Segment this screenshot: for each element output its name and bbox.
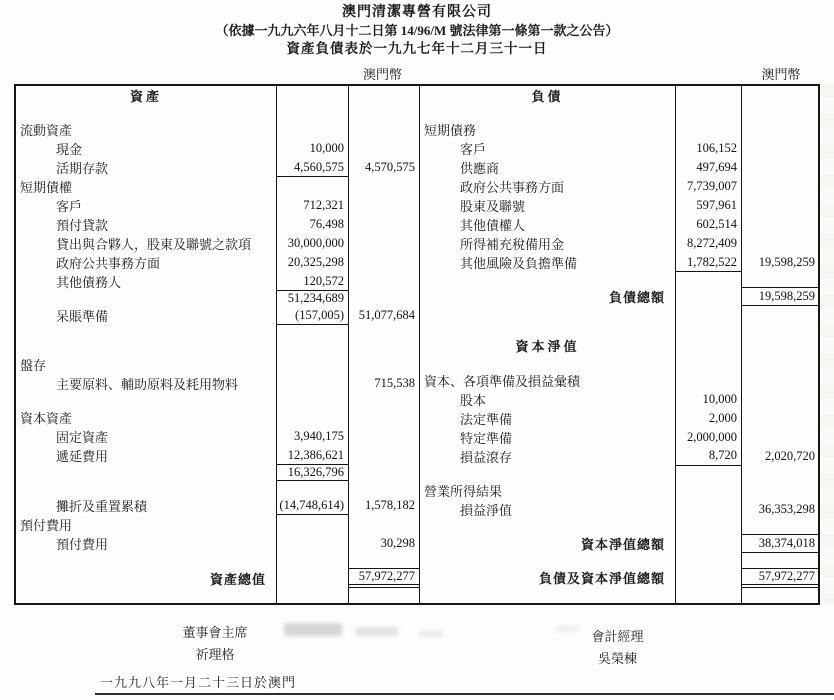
row-label	[420, 355, 676, 370]
currency-label-liabilities: 澳門幣	[761, 67, 801, 82]
row-label: 所得補充稅備用金	[420, 234, 676, 253]
amount-col2	[349, 465, 420, 481]
amount-col1	[676, 568, 742, 588]
liabilities-half	[420, 86, 820, 603]
row-label	[420, 105, 676, 120]
amount-col1: 2,000,000	[676, 428, 742, 447]
row-label: 供應商	[420, 158, 676, 177]
total-label: 負債及資本淨值總額	[420, 568, 676, 588]
amount-col1	[676, 553, 742, 568]
amount-col2	[349, 272, 420, 291]
amount-col2	[349, 393, 420, 408]
amount-col1: 3,940,175	[277, 427, 349, 446]
row-label	[16, 465, 277, 481]
amount-col1: 597,961	[676, 196, 742, 215]
section-header: 負債	[420, 86, 676, 105]
amount-col1	[676, 306, 742, 321]
amount-col2	[349, 588, 420, 603]
amount-col2	[349, 427, 420, 446]
amount-col2	[349, 481, 420, 496]
law-reference-line: （依據一九九六年八月十二日第 14/96/M 號法律第一條第一款之公告）	[215, 23, 619, 38]
amount-col1	[277, 325, 349, 340]
chairman-signature-block	[130, 622, 300, 666]
row-label: 固定資產	[16, 427, 277, 446]
group-label: 流動資產	[16, 120, 277, 139]
amount-col1: 106,152	[676, 139, 742, 158]
amount-col1: 30,000,000	[277, 234, 349, 253]
total-label: 資產總值	[16, 568, 277, 588]
amount-col2	[742, 306, 820, 321]
amount-col2	[349, 215, 420, 234]
amount-col2	[742, 355, 820, 370]
group-label: 資本、各項準備及損益彙積	[420, 371, 676, 390]
row-label	[420, 466, 676, 481]
row-label	[16, 325, 277, 340]
company-title: 澳門清潔專營有限公司	[342, 5, 492, 20]
amount-col2	[742, 272, 820, 287]
row-label	[16, 291, 277, 306]
amount-col2	[742, 215, 820, 234]
amount-col1	[676, 287, 742, 306]
amount-col1	[277, 553, 349, 568]
amount-col1: 20,325,298	[277, 253, 349, 272]
row-label: 預付貸款	[16, 215, 277, 234]
scan-smudge	[418, 631, 444, 637]
amount-col1	[676, 86, 742, 105]
amount-col1	[676, 321, 742, 336]
row-label: 主要原料、輔助原料及耗用物料	[16, 374, 277, 393]
amount-col1	[277, 355, 349, 374]
group-label: 資本資產	[16, 408, 277, 427]
amount-col1	[676, 105, 742, 120]
assets-half	[16, 86, 420, 603]
amount-col2	[742, 409, 820, 428]
row-label: 預付費用	[16, 534, 277, 553]
amount-col2: 36,353,298	[758, 501, 815, 516]
amount-col2	[349, 139, 420, 158]
amount-col2	[742, 371, 820, 390]
row-label: 貸出與合夥人，股東及聯號之款項	[16, 234, 277, 253]
amount-col2: 4,570,575	[365, 160, 415, 174]
amount-col2: 1,578,182	[365, 498, 415, 512]
row-label: 活期存款	[16, 158, 277, 177]
amount-col2	[349, 105, 420, 120]
row-label: 股本	[420, 390, 676, 409]
amount-col2	[742, 428, 820, 447]
amount-col1: 602,514	[676, 215, 742, 234]
amount-col1: (14,748,614)	[277, 496, 349, 515]
scan-smudge	[555, 626, 579, 632]
amount-col2: 57,972,277	[742, 568, 820, 588]
page-bottom-scan-line	[95, 693, 834, 695]
amount-col2	[349, 86, 420, 105]
amount-col1	[676, 466, 742, 481]
row-label	[16, 393, 277, 408]
row-label: 客戶	[420, 139, 676, 158]
amount-col2	[349, 177, 420, 196]
amount-col2: 30,298	[380, 536, 415, 550]
group-label: 盤存	[16, 355, 277, 374]
amount-col1	[676, 272, 742, 287]
amount-col1	[277, 515, 349, 534]
amount-col1	[277, 340, 349, 355]
accountant-title: 會計經理	[591, 629, 644, 644]
group-label: 預付費用	[16, 515, 277, 534]
accountant-signature-block	[530, 626, 705, 670]
amount-col1	[277, 534, 349, 553]
amount-col2	[349, 196, 420, 215]
row-label: 損益滾存	[420, 447, 676, 466]
amount-col2	[742, 120, 820, 139]
amount-col1	[676, 588, 742, 603]
amount-col1	[676, 336, 742, 355]
amount-col2: 51,077,684	[358, 308, 415, 322]
amount-col2: 57,972,277	[349, 568, 420, 588]
amount-col1: 2,000	[676, 409, 742, 428]
amount-col1: 10,000	[277, 139, 349, 158]
amount-col2	[742, 177, 820, 196]
amount-col1	[277, 86, 349, 105]
amount-col1	[277, 105, 349, 120]
row-label: 法定準備	[420, 409, 676, 428]
date-place-line: 一九九八年一月二十三日於澳門	[100, 675, 297, 690]
amount-col1	[277, 588, 349, 603]
row-label	[420, 272, 676, 287]
amount-col2: 19,598,259	[758, 255, 815, 270]
amount-col1: 712,321	[277, 196, 349, 215]
amount-col2	[349, 515, 420, 534]
amount-col1	[676, 500, 742, 519]
amount-col1: 497,694	[676, 158, 742, 177]
amount-col2	[742, 86, 820, 105]
amount-col2	[349, 446, 420, 465]
amount-col1	[277, 408, 349, 427]
amount-col1	[277, 374, 349, 393]
amount-col1	[277, 177, 349, 196]
amount-col1: 16,326,796	[277, 465, 349, 481]
row-label: 其他債權人	[420, 215, 676, 234]
row-label: 特定準備	[420, 428, 676, 447]
amount-col2	[349, 325, 420, 340]
currency-label-assets: 澳門幣	[362, 67, 402, 82]
row-label	[420, 519, 676, 534]
amount-col2	[742, 158, 820, 177]
amount-col1: 8,272,409	[676, 234, 742, 253]
amount-col2	[742, 139, 820, 158]
scan-smudge	[356, 627, 398, 636]
amount-col2	[349, 234, 420, 253]
amount-col1: (157,005)	[277, 306, 349, 325]
amount-col2	[349, 340, 420, 355]
group-label: 短期債務	[420, 120, 676, 139]
amount-col2	[349, 408, 420, 427]
amount-col1: 10,000	[676, 390, 742, 409]
amount-col2	[742, 588, 820, 603]
amount-col2	[742, 336, 820, 355]
row-label: 政府公共事務方面	[16, 253, 277, 272]
amount-col1	[277, 568, 349, 588]
total-label: 資本淨值總額	[420, 534, 676, 553]
row-label: 其他債務人	[16, 272, 277, 291]
amount-col2	[742, 234, 820, 253]
amount-col2: 715,538	[374, 376, 415, 390]
amount-col1: 4,560,575	[277, 158, 349, 177]
row-label	[420, 553, 676, 568]
amount-col2	[742, 481, 820, 500]
amount-col1	[676, 120, 742, 139]
amount-col1	[676, 371, 742, 390]
accountant-name: 吳榮棟	[597, 651, 637, 666]
row-label	[420, 321, 676, 336]
row-label	[16, 340, 277, 355]
title-block	[0, 4, 834, 58]
amount-col1: 8,720	[676, 447, 742, 466]
amount-col1: 1,782,522	[676, 253, 742, 272]
amount-col1	[676, 355, 742, 370]
amount-col1: 76,498	[277, 215, 349, 234]
amount-col1	[676, 519, 742, 534]
amount-col2	[742, 553, 820, 568]
amount-col2	[349, 291, 420, 306]
scan-smudge	[284, 623, 342, 636]
amount-col2	[742, 466, 820, 481]
amount-col2	[349, 355, 420, 374]
amount-col2: 38,374,018	[742, 534, 820, 553]
row-label: 損益淨值	[420, 500, 676, 519]
amount-col1	[676, 481, 742, 500]
balance-sheet-table	[14, 84, 820, 605]
amount-col2	[742, 105, 820, 120]
row-label: 客戶	[16, 196, 277, 215]
amount-col2: 2,020,720	[765, 448, 815, 463]
section-header: 資產	[16, 86, 277, 105]
statement-title: 資產負債表於一九九七年十二月三十一日	[286, 41, 548, 56]
amount-col2	[349, 553, 420, 568]
amount-col1: 120,572	[277, 272, 349, 291]
total-label: 負債總額	[420, 287, 676, 306]
row-label: 股東及聯號	[420, 196, 676, 215]
amount-col1: 7,739,007	[676, 177, 742, 196]
amount-col2	[742, 390, 820, 409]
row-label: 遞延費用	[16, 446, 277, 465]
chairman-title: 董事會主席	[182, 625, 248, 640]
row-label	[16, 553, 277, 568]
section-header: 資本淨值	[420, 336, 676, 355]
amount-col2	[742, 196, 820, 215]
amount-col2: 19,598,259	[742, 287, 820, 306]
amount-col2	[349, 253, 420, 272]
row-label: 政府公共事務方面	[420, 177, 676, 196]
row-label	[420, 306, 676, 321]
row-label	[420, 588, 676, 603]
group-label: 短期債權	[16, 177, 277, 196]
amount-col1: 51,234,689	[277, 291, 349, 306]
group-label: 營業所得結果	[420, 481, 676, 500]
row-label: 現金	[16, 139, 277, 158]
row-label: 呆賬準備	[16, 306, 277, 325]
amount-col1	[277, 393, 349, 408]
amount-col1: 12,386,621	[277, 446, 349, 465]
amount-col2	[349, 120, 420, 139]
row-label	[16, 588, 277, 603]
row-label: 其他風險及負擔準備	[420, 253, 676, 272]
chairman-name: 祈理格	[195, 647, 235, 662]
scan-edge-noise	[821, 84, 834, 605]
amount-col2	[742, 321, 820, 336]
row-label	[16, 481, 277, 496]
amount-col1	[277, 481, 349, 496]
row-label	[16, 105, 277, 120]
amount-col1	[676, 534, 742, 553]
amount-col2	[742, 519, 820, 534]
row-label: 攤折及重置累積	[16, 496, 277, 515]
amount-col1	[277, 120, 349, 139]
